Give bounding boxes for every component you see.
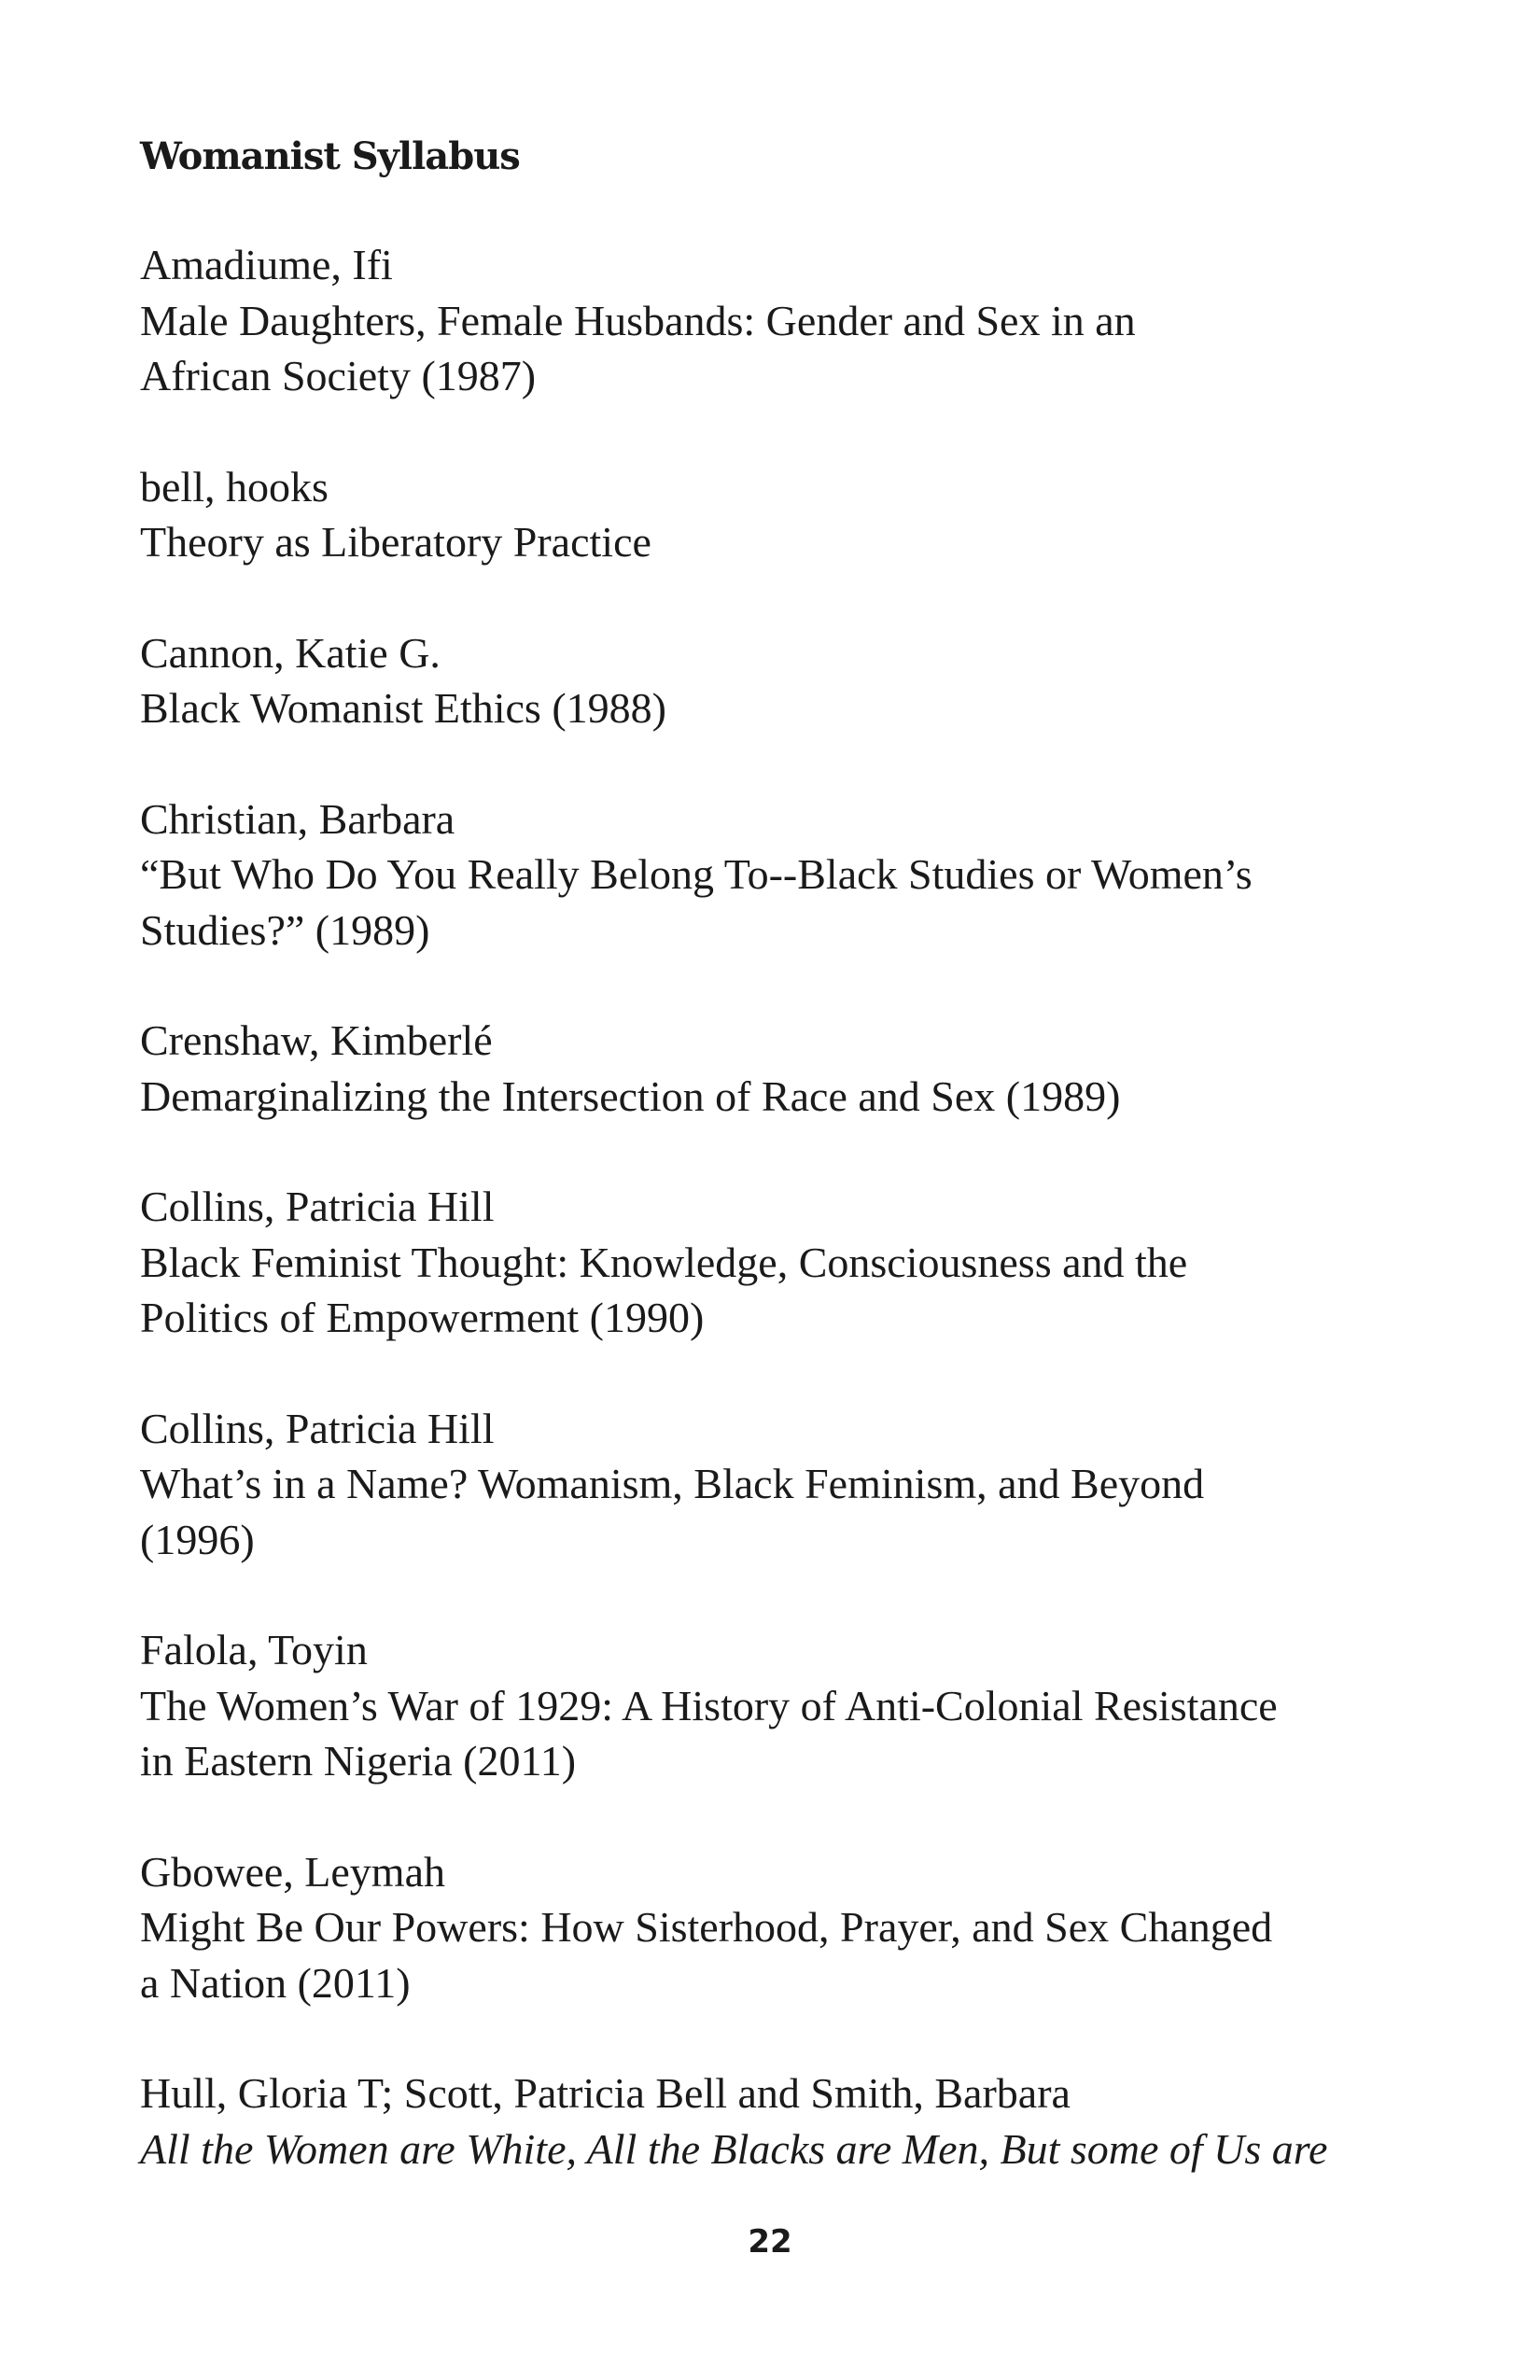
entry-title-line: African Society (1987) <box>140 352 537 399</box>
entry-title-line: Politics of Empowerment (1990) <box>140 1294 705 1341</box>
entry-title-line: Studies?” (1989) <box>140 905 430 954</box>
bibliography-entry <box>140 1401 1428 1568</box>
bibliography-entry <box>140 1013 1428 1124</box>
entry-title-line: Demarginalizing the Intersection of Race and Sex (1989) <box>140 1071 1121 1120</box>
entry-title-line: The Women’s War of 1929: A History of Anti-Colonial Resistance <box>140 1681 1278 1729</box>
page-title: Womanist Syllabus <box>140 134 520 178</box>
bibliography-entry <box>140 1179 1428 1346</box>
entry-author: Hull, Gloria T; Scott, Patricia Bell and Smith, Barbara <box>140 2069 1071 2117</box>
entry-author: Christian, Barbara <box>140 794 455 843</box>
entry-title-line: (1996) <box>140 1515 255 1563</box>
bibliography-entry <box>140 625 1428 736</box>
bibliography-entry <box>140 1622 1428 1789</box>
entry-title-line: What’s in a Name? Womanism, Black Feminism, and Beyond <box>140 1460 1205 1507</box>
bibliography-entry <box>140 1844 1428 2011</box>
syllabus-page <box>140 131 1428 2232</box>
entry-title-line: All the Women are White, All the Blacks are Men, But some of Us are <box>140 2124 1328 2173</box>
entry-author: bell, hooks <box>140 462 329 511</box>
entry-author: Crenshaw, Kimberlé <box>140 1016 493 1064</box>
entry-author: Amadiume, Ifi <box>140 241 393 288</box>
page-number: 22 <box>748 2223 792 2261</box>
entry-author: Falola, Toyin <box>140 1626 368 1673</box>
entry-title-line: Might Be Our Powers: How Sisterhood, Prayer, and Sex Changed <box>140 1903 1273 1951</box>
bibliography-entry <box>140 2065 1428 2177</box>
entry-title-line: “But Who Do You Really Belong To--Black Studies or Women’s <box>140 850 1253 898</box>
entry-author: Collins, Patricia Hill <box>140 1183 495 1230</box>
bibliography-entry <box>140 791 1428 959</box>
entry-title-line: Theory as Liberatory Practice <box>140 518 651 566</box>
entry-title-line: Black Feminist Thought: Knowledge, Consciousness and the <box>140 1238 1188 1286</box>
entry-author: Cannon, Katie G. <box>140 628 441 677</box>
entry-title-line: in Eastern Nigeria (2011) <box>140 1737 577 1785</box>
entry-author: Gbowee, Leymah <box>140 1847 445 1896</box>
entry-title-line: Black Womanist Ethics (1988) <box>140 684 666 732</box>
bibliography-entry <box>140 237 1428 404</box>
entry-author: Collins, Patricia Hill <box>140 1404 495 1452</box>
entry-title-line: Male Daughters, Female Husbands: Gender and Sex in an <box>140 296 1136 344</box>
bibliography-entry <box>140 459 1428 570</box>
entry-title-line: a Nation (2011) <box>140 1958 411 2007</box>
